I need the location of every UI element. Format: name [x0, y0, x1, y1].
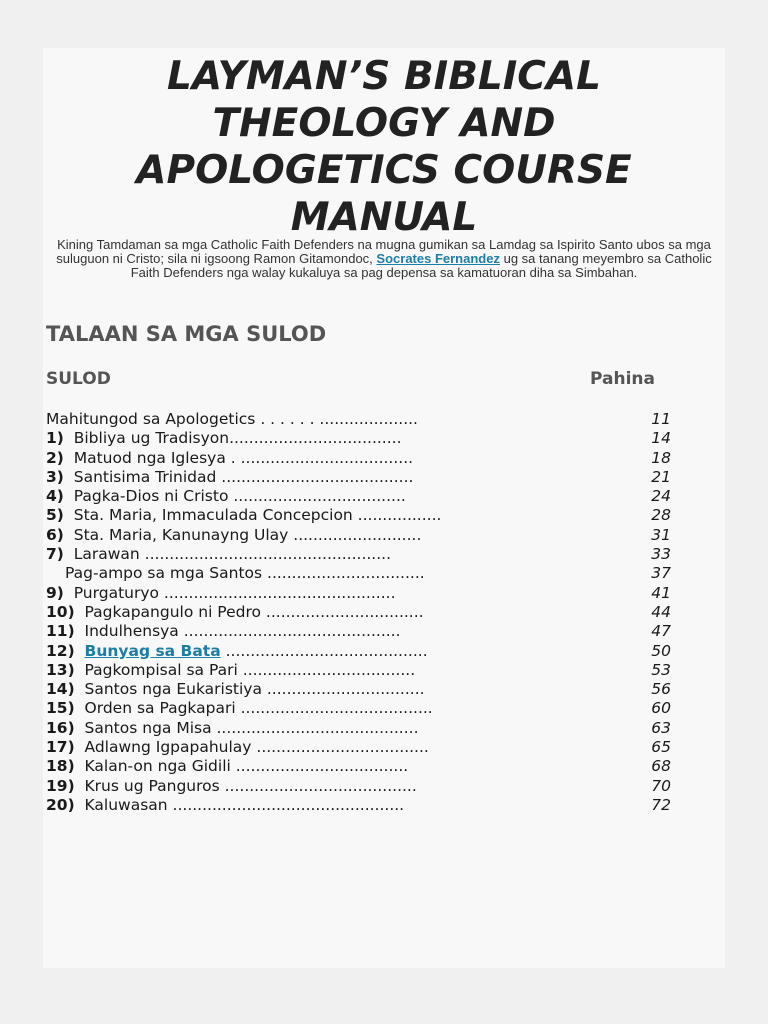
toc-entry-page: 63 — [651, 718, 671, 737]
document-page — [43, 48, 725, 968]
toc-entry-page: 28 — [651, 506, 671, 525]
toc-entry-number: 12) — [46, 641, 75, 660]
toc-entry-title: Krus ug Panguros ....................................... — [84, 776, 417, 795]
socrates-fernandez-link[interactable]: Socrates Fernandez — [376, 251, 500, 266]
toc-entry-title: Sta. Maria, Kanunayng Ulay .......................... — [73, 525, 422, 544]
toc-entry-title: Kalan-on nga Gidili ................................... — [84, 757, 409, 776]
dedication-paragraph — [51, 238, 717, 280]
toc-entry-page: 33 — [651, 545, 671, 564]
toc-entry — [46, 603, 686, 622]
toc-entry-title: Santos nga Eukaristiya ................................ — [84, 680, 425, 699]
toc-entry — [46, 545, 686, 564]
toc-entry-title: Adlawng Igpapahulay ................................... — [84, 738, 429, 757]
toc-entry — [46, 796, 686, 815]
toc-entry-title: Sta. Maria, Immaculada Concepcion ................. — [73, 506, 442, 525]
toc-column-pahina: Pahina — [590, 369, 655, 389]
toc-entry — [46, 487, 686, 506]
toc-entry-title: Bibliya ug Tradisyon................................... — [73, 429, 402, 448]
toc-entry — [46, 526, 686, 545]
toc-entry-page: 65 — [651, 738, 671, 757]
toc-entry-page: 31 — [651, 525, 671, 544]
toc-entry — [46, 738, 686, 757]
toc-entry-number: 20) — [46, 795, 75, 814]
toc-entry-number: 13) — [46, 660, 75, 679]
toc-entry-title: Kaluwasan ............................................... — [84, 795, 405, 814]
toc-entry-link[interactable]: Bunyag sa Bata — [84, 641, 221, 660]
toc-entry-title: Santisima Trinidad ....................................... — [73, 467, 414, 486]
toc-entry-number: 7) — [46, 545, 64, 564]
toc-entry-page: 18 — [651, 448, 671, 467]
toc-entry-page: 24 — [651, 487, 671, 506]
toc-entry-title: Larawan .................................................. — [73, 545, 392, 564]
toc-heading: TALAAN SA MGA SULOD — [46, 322, 327, 346]
toc-entry — [46, 661, 686, 680]
toc-entry — [46, 757, 686, 776]
toc-entry — [46, 468, 686, 487]
toc-entry-title: Pag-ampo sa mga Santos ................................ — [65, 564, 425, 583]
toc-entry-page: 11 — [651, 410, 671, 428]
toc-entry-page: 60 — [651, 699, 671, 718]
dedication-text-after: ug sa tanang meyembro sa Catholic Faith Defenders nga walay kukaluya sa pag depensa sa kamatuoran diha sa Simbahan. — [130, 251, 712, 280]
toc-entry-page: 56 — [651, 680, 671, 699]
toc-column-sulod: SULOD — [46, 369, 111, 389]
toc-entry-page: 21 — [651, 467, 671, 486]
toc-entry-number: 17) — [46, 738, 75, 757]
toc-entry-number: 19) — [46, 776, 75, 795]
toc-entry-number: 4) — [46, 487, 64, 506]
toc-entry-title: Pagkapangulo ni Pedro ................................ — [84, 602, 424, 621]
toc-entry-number: 2) — [46, 448, 64, 467]
toc-entry-number: 14) — [46, 680, 75, 699]
toc-entry — [46, 777, 686, 796]
toc-entry-title: Pagka-Dios ni Cristo ................................... — [73, 487, 406, 506]
toc-entry-page: 50 — [651, 641, 671, 660]
toc-entry-number: 5) — [46, 506, 64, 525]
toc-entry-title: Mahitungod sa Apologetics . . . . . . .................... — [46, 410, 418, 428]
toc-entry — [46, 410, 686, 429]
toc-entry-number: 3) — [46, 467, 64, 486]
toc-entry-page: 44 — [651, 602, 671, 621]
toc-entry-title: Matuod nga Iglesya . ................................... — [73, 448, 414, 467]
toc-entry-number: 10) — [46, 602, 75, 621]
toc-entry — [46, 506, 686, 525]
toc-entry-number: 6) — [46, 525, 64, 544]
toc-entry-page: 37 — [651, 564, 671, 583]
toc-entry-number: 9) — [46, 583, 64, 602]
toc-entry-title: Purgaturyo ............................................... — [73, 583, 396, 602]
toc-entry-title: Santos nga Misa ......................................... — [84, 718, 419, 737]
toc-entry — [46, 622, 686, 641]
toc-entry-number: 16) — [46, 718, 75, 737]
toc-entry-number: 11) — [46, 622, 75, 641]
toc-entry — [46, 584, 686, 603]
toc-entry-title: Pagkompisal sa Pari ................................... — [84, 660, 416, 679]
table-of-contents — [46, 410, 686, 815]
document-title: LAYMAN’S BIBLICAL THEOLOGY AND APOLOGETICS COURSE MANUAL — [136, 54, 632, 240]
toc-entry-page: 53 — [651, 660, 671, 679]
toc-entry — [46, 429, 686, 448]
toc-entry — [46, 699, 686, 718]
toc-entry-number: 18) — [46, 757, 75, 776]
toc-entry — [46, 564, 686, 583]
toc-entry-page: 47 — [651, 622, 671, 641]
toc-entry — [46, 680, 686, 699]
toc-entry-page: 72 — [651, 795, 671, 814]
toc-entry — [46, 449, 686, 468]
toc-entry-leader: ......................................... — [220, 641, 428, 660]
toc-entry-number: 1) — [46, 429, 64, 448]
toc-entry-page: 68 — [651, 757, 671, 776]
toc-entry-page: 70 — [651, 776, 671, 795]
toc-entry-number: 15) — [46, 699, 75, 718]
toc-entry-title: Indulhensya ............................................ — [84, 622, 401, 641]
toc-entry[interactable] — [46, 642, 686, 661]
toc-entry — [46, 719, 686, 738]
dedication-text-before: Kining Tamdaman sa mga Catholic Faith Defenders na mugna gumikan sa Lamdag sa Ispirito Santo ubos sa mga suluguon ni Cristo; sila ni igsoong Ramon Gitamondoc, — [56, 237, 711, 266]
toc-entry-title: Orden sa Pagkapari ....................................... — [84, 699, 433, 718]
toc-entry-page: 14 — [651, 429, 671, 448]
toc-entry-page: 41 — [651, 583, 671, 602]
